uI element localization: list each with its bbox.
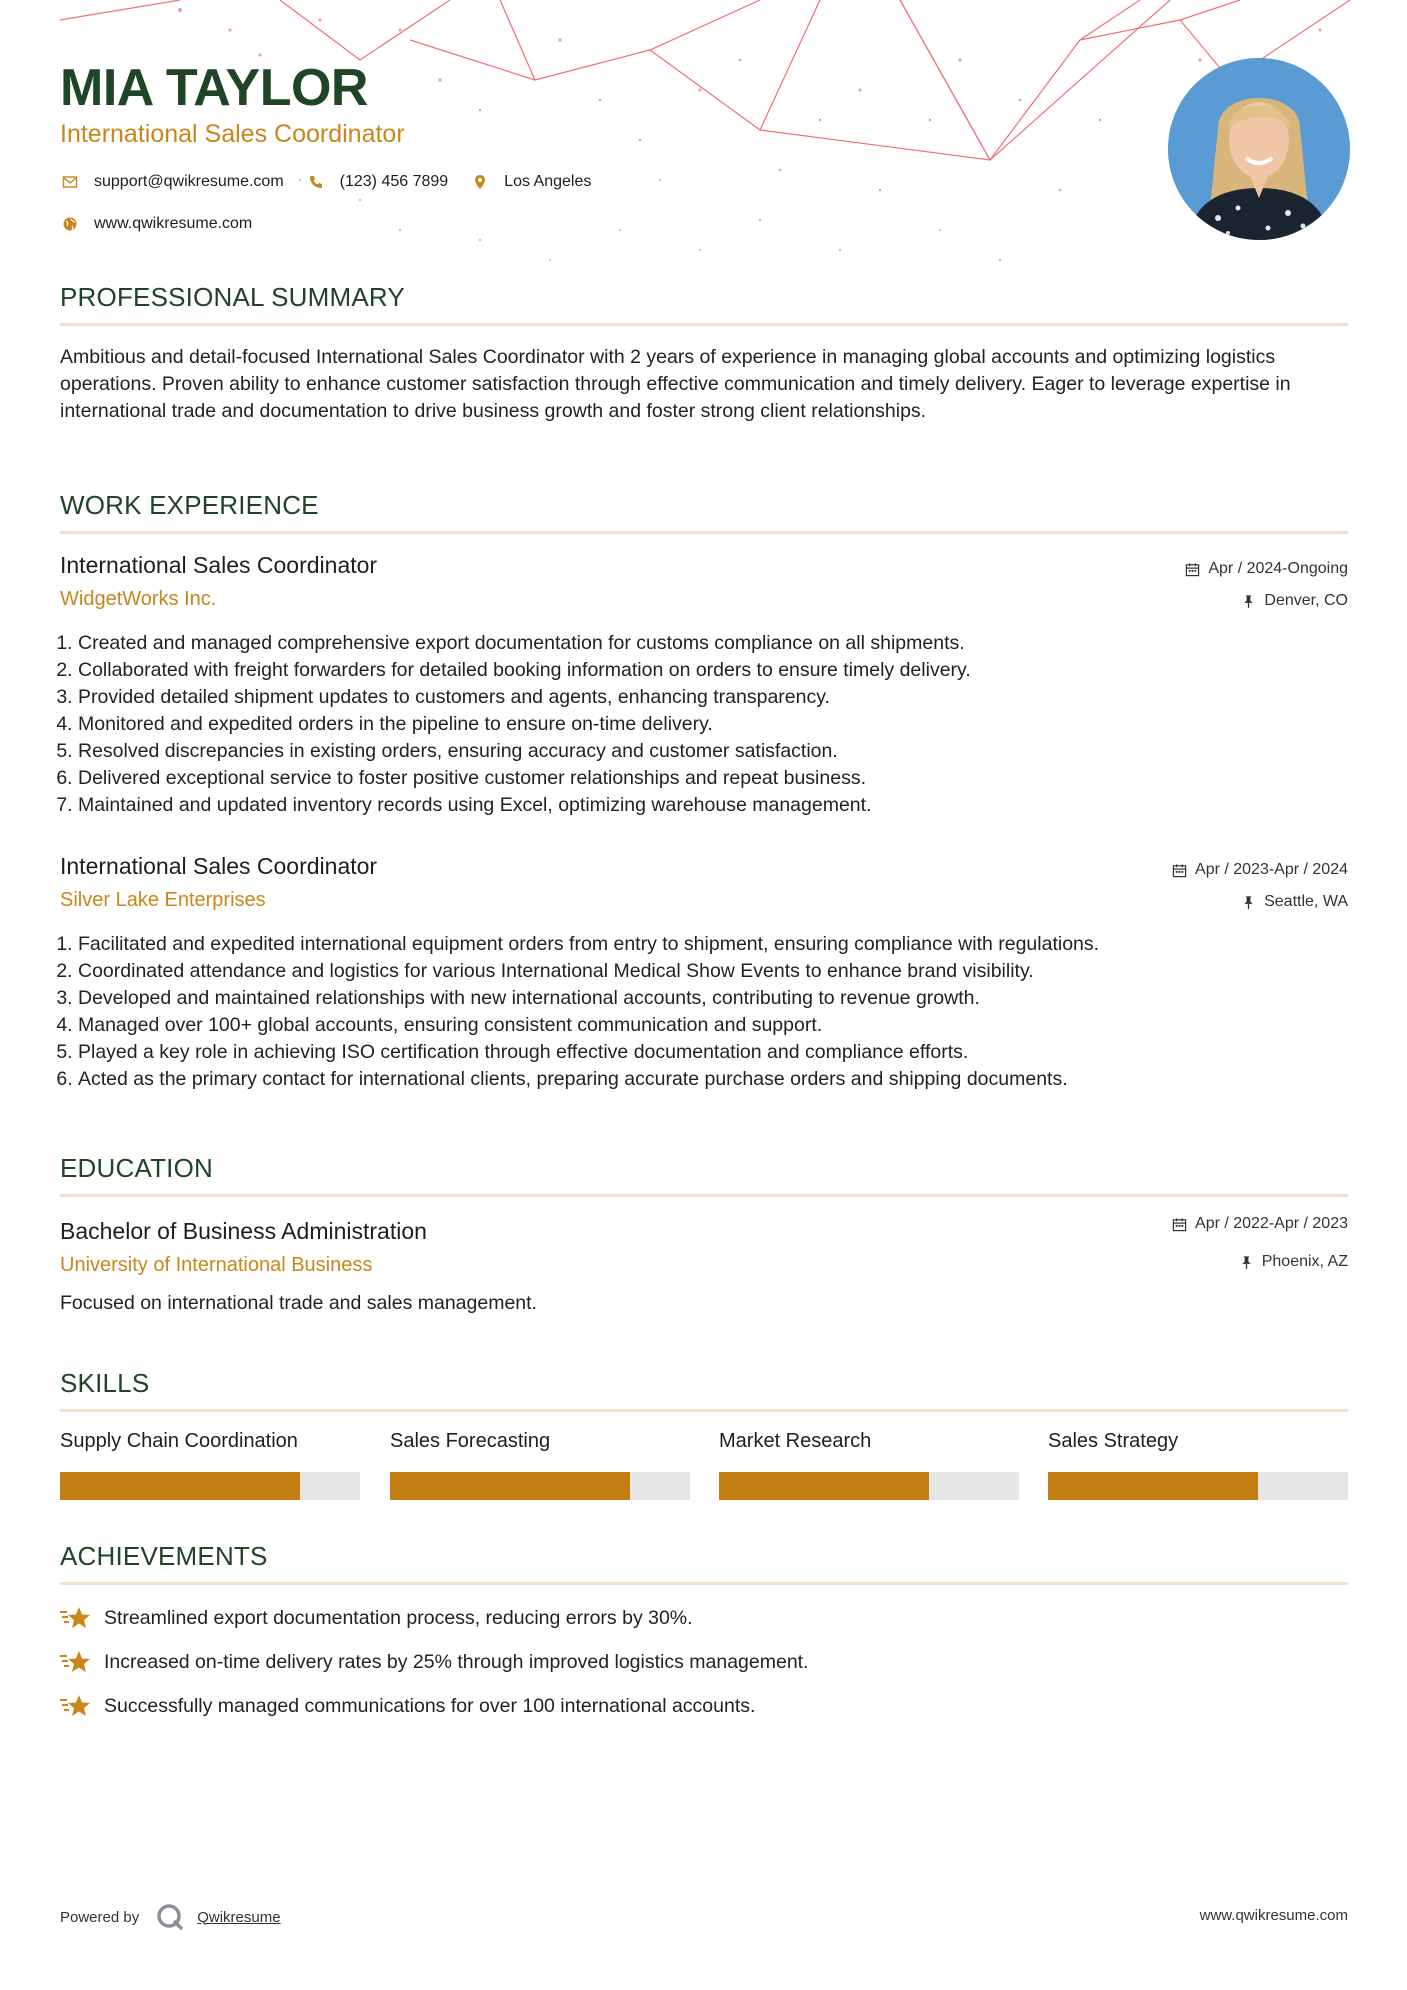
job-dates-text-2: Apr / 2023-Apr / 2024 xyxy=(1195,861,1348,878)
job-dates-2 xyxy=(1172,861,1348,879)
skill-name: Market Research xyxy=(719,1430,872,1452)
achievements-heading: ACHIEVEMENTS xyxy=(60,1541,1348,1585)
list-item: 5. Played a key role in achieving ISO certification through effective documentation and compliance efforts. xyxy=(78,1039,1366,1066)
job-location-text-1: Denver, CO xyxy=(1264,592,1348,609)
experience-heading: WORK EXPERIENCE xyxy=(60,490,1348,534)
skill-bar-track xyxy=(1048,1472,1348,1500)
candidate-name: MIA TAYLOR xyxy=(60,59,368,117)
education-heading: EDUCATION xyxy=(60,1153,1348,1197)
skill-name: Supply Chain Coordination xyxy=(60,1430,298,1452)
skill-bar-track xyxy=(60,1472,360,1500)
education-location xyxy=(1239,1253,1348,1271)
footer-website[interactable]: www.qwikresume.com xyxy=(1199,1907,1348,1924)
phone-icon xyxy=(306,172,326,192)
calendar-icon xyxy=(1172,1217,1187,1232)
pin-icon xyxy=(1241,895,1256,910)
achievement-item xyxy=(60,1604,693,1632)
job-location-2 xyxy=(1241,893,1348,911)
email-text: support@qwikresume.com xyxy=(94,173,284,190)
map-pin-icon xyxy=(470,172,490,192)
skill-item xyxy=(60,1430,360,1500)
skill-bar-track xyxy=(390,1472,690,1500)
pin-icon xyxy=(1241,594,1256,609)
list-item: 3. Developed and maintained relationships with new international accounts, contributing to revenue growth. xyxy=(78,985,1366,1012)
skill-bar-fill xyxy=(719,1472,929,1500)
calendar-icon xyxy=(1172,863,1187,878)
education-location-text: Phoenix, AZ xyxy=(1261,1253,1348,1270)
phone-text: (123) 456 7899 xyxy=(339,173,449,190)
qwikresume-logo-icon xyxy=(155,1902,185,1932)
skill-name: Sales Forecasting xyxy=(390,1430,551,1452)
skill-bar-fill xyxy=(1048,1472,1258,1500)
profile-photo xyxy=(1168,58,1350,240)
list-item: 5. Resolved discrepancies in existing orders, ensuring accuracy and customer satisfaction. xyxy=(78,738,1366,765)
website-text: www.qwikresume.com xyxy=(94,215,253,232)
list-item: 3. Provided detailed shipment updates to customers and agents, enhancing transparency. xyxy=(78,684,1366,711)
list-item: 6. Delivered exceptional service to foster positive customer relationships and repeat business. xyxy=(78,765,1366,792)
contact-row xyxy=(60,172,613,192)
company-2: Silver Lake Enterprises xyxy=(60,889,266,911)
list-item: 6. Acted as the primary contact for international clients, preparing accurate purchase orders and shipping documents. xyxy=(78,1066,1366,1093)
skill-bar-fill xyxy=(60,1472,300,1500)
contact-website[interactable] xyxy=(60,214,252,234)
contact-email[interactable] xyxy=(60,172,284,192)
skill-bar-fill xyxy=(390,1472,630,1500)
skills-heading: SKILLS xyxy=(60,1368,1348,1412)
skill-item xyxy=(1048,1430,1348,1500)
location-text: Los Angeles xyxy=(504,173,592,190)
degree-title: Bachelor of Business Administration xyxy=(60,1218,427,1244)
education-dates xyxy=(1172,1215,1348,1233)
achievement-item xyxy=(60,1692,755,1720)
summary-heading: PROFESSIONAL SUMMARY xyxy=(60,282,1348,326)
list-item: 2. Coordinated attendance and logistics for various International Medical Show Events to enhance brand visibility. xyxy=(78,958,1366,985)
skill-item xyxy=(390,1430,690,1500)
job-dates-1 xyxy=(1185,560,1348,578)
list-item: 2. Collaborated with freight forwarders for detailed booking information on orders to ensure timely delivery. xyxy=(78,657,1366,684)
star-icon xyxy=(60,1648,92,1676)
powered-by-label: Powered by xyxy=(60,1908,140,1926)
star-icon xyxy=(60,1604,92,1632)
list-item: 4. Monitored and expedited orders in the pipeline to ensure on-time delivery. xyxy=(78,711,1366,738)
job-bullets-2 xyxy=(60,931,1366,1093)
education-dates-text: Apr / 2022-Apr / 2023 xyxy=(1195,1215,1348,1232)
calendar-icon xyxy=(1185,562,1200,577)
envelope-icon xyxy=(60,172,80,192)
list-item: 7. Maintained and updated inventory records using Excel, optimizing warehouse management. xyxy=(78,792,1366,819)
candidate-title: International Sales Coordinator xyxy=(60,120,405,148)
contact-row-website xyxy=(60,214,274,234)
skill-name: Sales Strategy xyxy=(1048,1430,1179,1452)
summary-text: Ambitious and detail-focused International Sales Coordinator with 2 years of experience in managing global accounts and optimizing logistics operations. Proven ability to enhance customer satisfaction through effective communication and timely delivery. Eager to leverage expertise in international trade and documentation to drive business growth and foster strong client relationships. xyxy=(60,346,1291,422)
pin-icon xyxy=(1239,1255,1254,1270)
achievement-text: Increased on-time delivery rates by 25% through improved logistics management. xyxy=(104,1650,809,1673)
achievement-item xyxy=(60,1648,809,1676)
list-item: 4. Managed over 100+ global accounts, ensuring consistent communication and support. xyxy=(78,1012,1366,1039)
globe-icon xyxy=(60,214,80,234)
job-location-1 xyxy=(1241,592,1348,610)
star-icon xyxy=(60,1692,92,1720)
list-item: 1. Created and managed comprehensive export documentation for customs compliance on all shipments. xyxy=(78,630,1366,657)
list-item: 1. Facilitated and expedited international equipment orders from entry to shipment, ensuring compliance with regulations. xyxy=(78,931,1366,958)
skill-bar-track xyxy=(719,1472,1019,1500)
school-name: University of International Business xyxy=(60,1254,373,1276)
job-location-text-2: Seattle, WA xyxy=(1264,893,1348,910)
footer-powered-by xyxy=(60,1902,281,1932)
contact-phone[interactable] xyxy=(306,172,449,192)
contact-location xyxy=(470,172,591,192)
job-dates-text-1: Apr / 2024-Ongoing xyxy=(1208,560,1348,577)
achievement-text: Successfully managed communications for over 100 international accounts. xyxy=(104,1694,756,1717)
education-description: Focused on international trade and sales management. xyxy=(60,1292,537,1314)
job-title-2: International Sales Coordinator xyxy=(60,853,378,879)
achievement-text: Streamlined export documentation process, reducing errors by 30%. xyxy=(104,1606,693,1629)
qwikresume-link[interactable]: Qwikresume xyxy=(197,1908,281,1926)
company-1: WidgetWorks Inc. xyxy=(60,588,217,610)
job-bullets-1 xyxy=(60,630,1366,819)
job-title-1: International Sales Coordinator xyxy=(60,552,378,578)
skill-item xyxy=(719,1430,1019,1500)
